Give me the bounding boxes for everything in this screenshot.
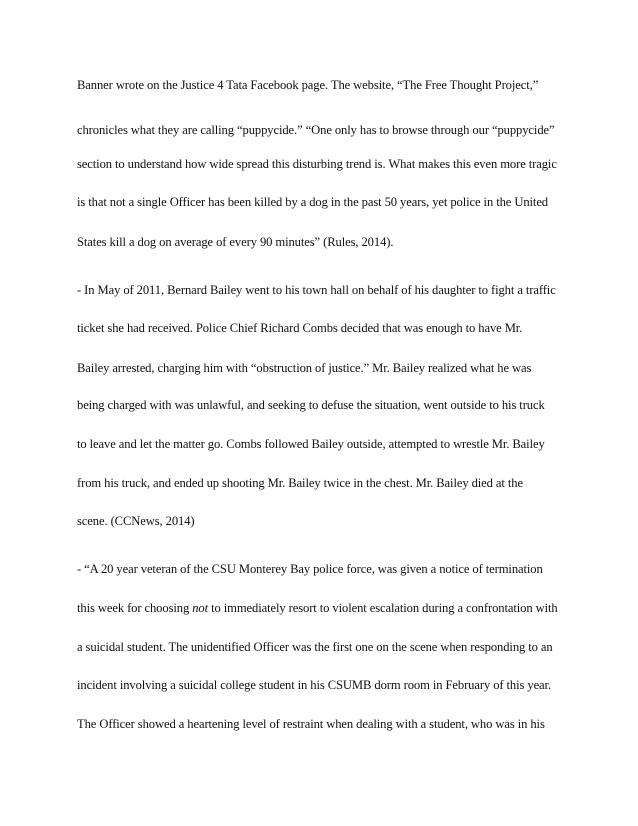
emphasized-word: not <box>192 601 209 615</box>
text-line: Bailey arrested, charging him with “obstruction of justice.” Mr. Bailey realized what he was <box>77 361 532 375</box>
text-line: section to understand how wide spread this disturbing trend is. What makes this even more tragic <box>77 157 557 171</box>
text-line: scene. (CCNews, 2014) <box>77 514 195 528</box>
text-line: incident involving a suicidal college student in his CSUMB dorm room in February of this year. <box>77 678 551 692</box>
text-line: a suicidal student. The unidentified Officer was the first one on the scene when responding to an <box>77 640 553 654</box>
text-line: Banner wrote on the Justice 4 Tata Facebook page. The website, “The Free Thought Project,” <box>77 78 539 92</box>
text-line: from his truck, and ended up shooting Mr. Bailey twice in the chest. Mr. Bailey died at the <box>77 476 523 490</box>
text-line: The Officer showed a heartening level of restraint when dealing with a student, who was in his <box>77 717 545 731</box>
text-segment: to immediately resort to violent escalation during a confrontation with <box>211 601 558 615</box>
text-line: ticket she had received. Police Chief Richard Combs decided that was enough to have Mr. <box>77 321 523 335</box>
text-line: is that not a single Officer has been killed by a dog in the past 50 years, yet police in the United <box>77 195 549 209</box>
text-line-with-emphasis <box>77 600 577 616</box>
text-line: States kill a dog on average of every 90 minutes” (Rules, 2014). <box>77 235 394 249</box>
text-line: - In May of 2011, Bernard Bailey went to his town hall on behalf of his daughter to fight a traffic <box>77 283 556 297</box>
text-line: to leave and let the matter go. Combs followed Bailey outside, attempted to wrestle Mr. Bailey <box>77 437 545 451</box>
text-line: chronicles what they are calling “puppycide.” “One only has to browse through our “puppycide” <box>77 123 555 137</box>
text-line: - “A 20 year veteran of the CSU Monterey Bay police force, was given a notice of termination <box>77 562 543 576</box>
text-segment: this week for choosing <box>77 601 190 615</box>
text-line: being charged with was unlawful, and seeking to defuse the situation, went outside to his truck <box>77 398 545 412</box>
